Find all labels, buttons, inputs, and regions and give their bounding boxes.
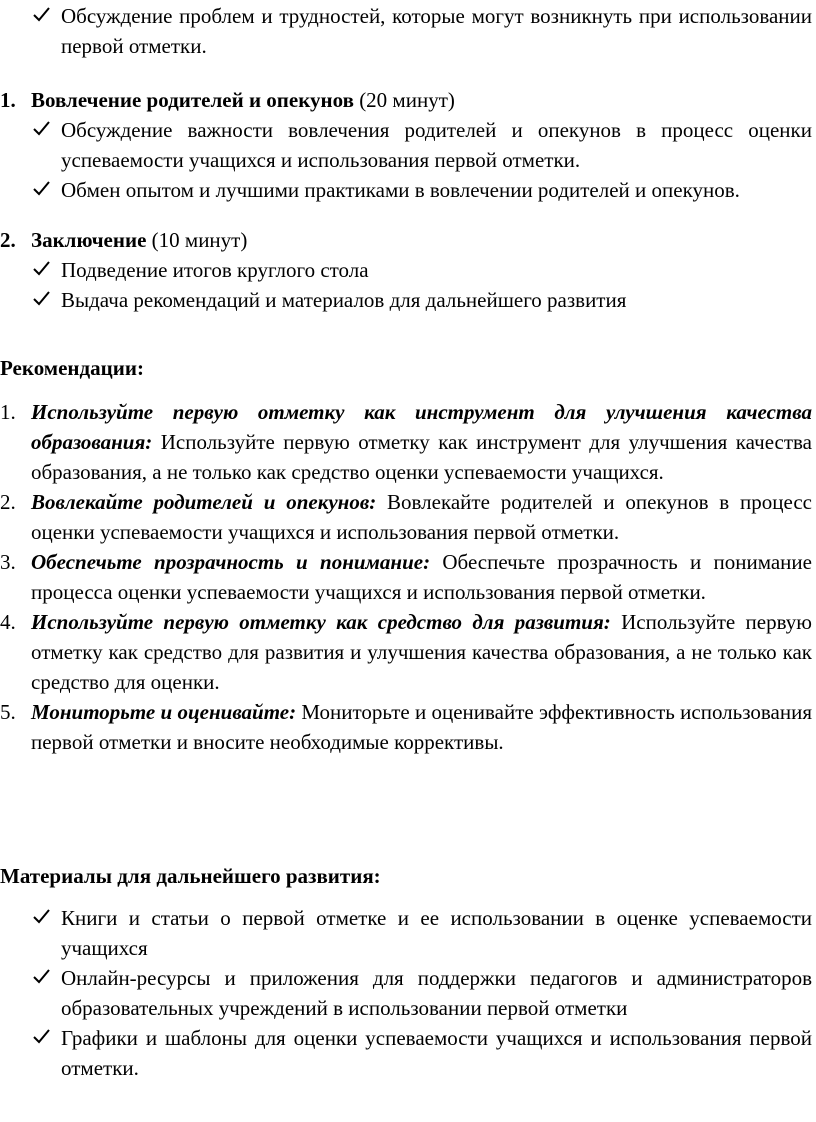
item-text: Обеспечьте прозрачность и понимание процесса оценки успеваемости учащихся и использования первой отметки. <box>31 550 812 604</box>
section-title: Заключение <box>31 228 147 252</box>
list-item <box>0 255 814 285</box>
list-item <box>0 487 814 547</box>
materials-heading: Материалы для дальнейшего развития: <box>0 864 381 888</box>
item-lead: Мониторьте и оценивайте: <box>31 700 297 724</box>
item-number: 3. <box>0 550 16 574</box>
checkmark-icon <box>33 1023 51 1053</box>
list-item <box>0 175 814 205</box>
checkmark-icon <box>33 1 51 31</box>
item-number: 4. <box>0 610 16 634</box>
section-1 <box>0 85 814 205</box>
intro-block <box>0 1 814 61</box>
checkmark-icon <box>33 903 51 933</box>
materials-checklist <box>0 903 814 1083</box>
item-text: Используйте первую отметку как инструмент для улучшения качества образования, а не только как средство оценки успеваемости учащихся. <box>31 430 812 484</box>
list-item <box>0 1023 814 1083</box>
checkmark-icon <box>33 115 51 145</box>
list-item-text: Книги и статьи о первой отметке и ее использовании в оценке успеваемости учащихся <box>61 906 812 960</box>
list-item <box>0 963 814 1023</box>
checkmark-icon <box>33 285 51 315</box>
section-duration: (10 минут) <box>146 228 248 252</box>
checkmark-icon <box>33 175 51 205</box>
recommendations-heading: Рекомендации: <box>0 356 144 380</box>
item-number: 2. <box>0 490 16 514</box>
list-item <box>0 285 814 315</box>
list-item <box>0 1 814 61</box>
section-duration: (20 минут) <box>353 88 455 112</box>
item-lead: Используйте первую отметку как инструмент для улучшения качества образования: <box>31 400 812 454</box>
list-item-text: Подведение итогов круглого стола <box>61 258 369 282</box>
section-2 <box>0 225 814 315</box>
list-item-text: Онлайн-ресурсы и приложения для поддержки педагогов и администраторов образовательных учреждений в использовании первой отметки <box>61 966 812 1020</box>
list-item <box>0 115 814 175</box>
section-heading <box>0 225 814 255</box>
list-item <box>0 697 814 757</box>
list-item-text: Обмен опытом и лучшими практиками в вовлечении родителей и опекунов. <box>61 178 740 202</box>
recommendations-list <box>0 397 814 757</box>
section-2-checklist <box>0 255 814 315</box>
item-lead: Используйте первую отметку как средство для развития: <box>31 610 611 634</box>
intro-checklist <box>0 1 814 61</box>
checkmark-icon <box>33 255 51 285</box>
list-item-text: Графики и шаблоны для оценки успеваемости учащихся и использования первой отметки. <box>61 1026 812 1080</box>
item-text: Вовлекайте родителей и опекунов в процесс оценки успеваемости учащихся и использования первой отметки. <box>31 490 812 544</box>
item-number: 1. <box>0 400 16 424</box>
section-title: Вовлечение родителей и опекунов <box>31 88 354 112</box>
section-heading <box>0 85 814 115</box>
materials-list-block <box>0 903 814 1083</box>
checkmark-icon <box>33 963 51 993</box>
item-number: 5. <box>0 700 16 724</box>
recommendations-section <box>0 353 814 383</box>
list-item <box>0 903 814 963</box>
section-1-checklist <box>0 115 814 205</box>
item-text: Используйте первую отметку как средство для развития и улучшения качества образования, а не только как средство для оценки. <box>31 610 812 694</box>
intro-item-text: Обсуждение проблем и трудностей, которые могут возникнуть при использовании первой отметки. <box>61 4 812 58</box>
item-text: Мониторьте и оценивайте эффективность использования первой отметки и вносите необходимые коррективы. <box>31 700 812 754</box>
list-item <box>0 607 814 697</box>
list-item-text: Выдача рекомендаций и материалов для дальнейшего развития <box>61 288 627 312</box>
materials-section <box>0 861 814 891</box>
list-item <box>0 547 814 607</box>
list-item <box>0 397 814 487</box>
item-lead: Обеспечьте прозрачность и понимание: <box>31 550 431 574</box>
list-item-text: Обсуждение важности вовлечения родителей и опекунов в процесс оценки успеваемости учащихся и использования первой отметки. <box>61 118 812 172</box>
section-number: 2. <box>0 228 16 252</box>
item-lead: Вовлекайте родителей и опекунов: <box>31 490 377 514</box>
section-number: 1. <box>0 88 16 112</box>
